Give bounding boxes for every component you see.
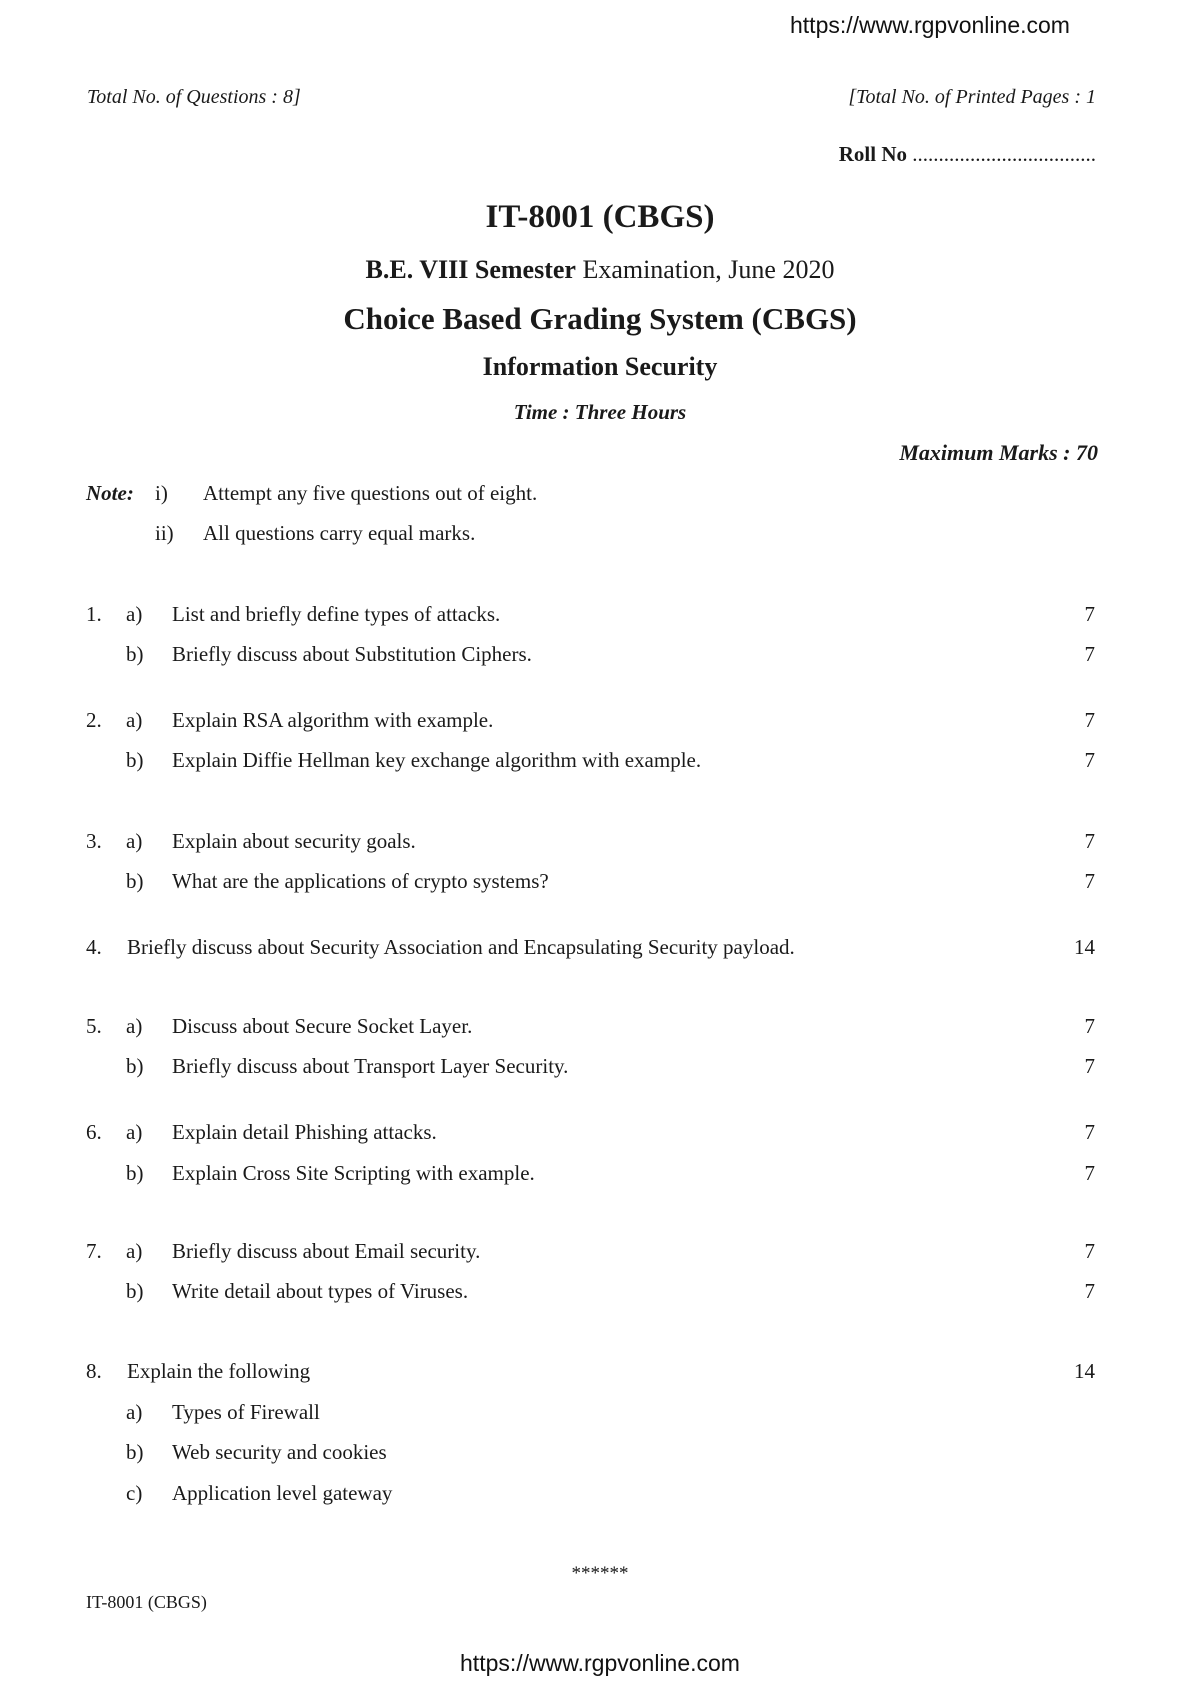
part-label: a): [126, 708, 143, 732]
question-text: Briefly discuss about Email security.: [172, 1239, 481, 1263]
maximum-marks: Maximum Marks : 70: [899, 440, 1098, 465]
semester-bold: B.E. VIII Semester: [365, 255, 576, 284]
question-marks: 7: [1084, 602, 1095, 626]
question-text: What are the applications of crypto systems?: [172, 869, 549, 893]
question-number: 3.: [86, 829, 102, 853]
paper-code: IT-8001 (CBGS): [485, 199, 715, 235]
question-marks: 7: [1084, 1161, 1095, 1185]
question-text: List and briefly define types of attacks.: [172, 602, 501, 626]
question-text: Briefly discuss about Security Association and Encapsulating Security payload.: [127, 935, 795, 959]
footer-paper-code: IT-8001 (CBGS): [86, 1592, 207, 1612]
question-marks: 7: [1084, 1054, 1095, 1078]
question-number: 2.: [86, 708, 102, 732]
part-label: b): [126, 642, 144, 666]
note-item-number: i): [155, 481, 168, 505]
part-label: b): [126, 1161, 144, 1185]
footer-url: https://www.rgpvonline.com: [460, 1650, 740, 1676]
part-label: b): [126, 869, 144, 893]
question-marks: 7: [1084, 748, 1095, 772]
question-number: 5.: [86, 1014, 102, 1038]
question-marks: 7: [1084, 1239, 1095, 1263]
question-text: Explain Diffie Hellman key exchange algorithm with example.: [172, 748, 702, 772]
total-printed-pages: [Total No. of Printed Pages : 1: [848, 86, 1096, 108]
question-marks: 7: [1084, 869, 1095, 893]
part-label: b): [126, 1440, 144, 1464]
total-questions: Total No. of Questions : 8]: [87, 86, 301, 108]
question-number: 6.: [86, 1120, 102, 1144]
part-label: a): [126, 1014, 143, 1038]
question-text: Explain Cross Site Scripting with example.: [172, 1161, 535, 1185]
question-text: Explain RSA algorithm with example.: [172, 708, 494, 732]
note-item-number: ii): [155, 521, 174, 545]
header-url: https://www.rgpvonline.com: [790, 12, 1070, 38]
question-marks: 7: [1084, 1120, 1095, 1144]
part-label: a): [126, 829, 143, 853]
question-text: Explain about security goals.: [172, 829, 416, 853]
question-number: 1.: [86, 602, 102, 626]
semester-rest: Examination, June 2020: [582, 255, 835, 284]
question-number: 8.: [86, 1359, 102, 1383]
question-text: Application level gateway: [172, 1481, 393, 1505]
end-marker: ******: [571, 1563, 629, 1584]
part-label: a): [126, 1400, 143, 1424]
question-text: Discuss about Secure Socket Layer.: [172, 1014, 473, 1038]
subject-title: Information Security: [482, 352, 718, 381]
question-marks: 14: [1074, 935, 1095, 959]
question-marks: 7: [1084, 708, 1095, 732]
part-label: b): [126, 748, 144, 772]
roll-no-label: Roll No: [838, 142, 907, 166]
question-marks: 14: [1074, 1359, 1095, 1383]
roll-no: [839, 142, 1096, 167]
question-marks: 7: [1084, 642, 1095, 666]
question-marks: 7: [1084, 1014, 1095, 1038]
question-marks: 7: [1084, 829, 1095, 853]
question-number: 4.: [86, 935, 102, 959]
question-text: Write detail about types of Viruses.: [172, 1279, 469, 1303]
question-marks: 7: [1084, 1279, 1095, 1303]
part-label: a): [126, 1239, 143, 1263]
question-text: Explain detail Phishing attacks.: [172, 1120, 437, 1144]
part-label: a): [126, 1120, 143, 1144]
semester-line: [0, 255, 1200, 285]
note-item-text: All questions carry equal marks.: [203, 521, 476, 545]
question-text: Explain the following: [127, 1359, 311, 1383]
part-label: b): [126, 1279, 144, 1303]
roll-no-blank: ...................................: [912, 142, 1096, 166]
part-label: c): [126, 1481, 143, 1505]
part-label: b): [126, 1054, 144, 1078]
question-text: Types of Firewall: [172, 1400, 320, 1424]
scheme-title: Choice Based Grading System (CBGS): [343, 301, 857, 336]
question-number: 7.: [86, 1239, 102, 1263]
question-text: Briefly discuss about Substitution Ciphers.: [172, 642, 532, 666]
note-item-text: Attempt any five questions out of eight.: [203, 481, 538, 505]
part-label: a): [126, 602, 143, 626]
question-text: Briefly discuss about Transport Layer Security.: [172, 1054, 569, 1078]
time-label: Time : Three Hours: [513, 400, 687, 424]
note-label: Note:: [86, 481, 134, 505]
question-text: Web security and cookies: [172, 1440, 387, 1464]
